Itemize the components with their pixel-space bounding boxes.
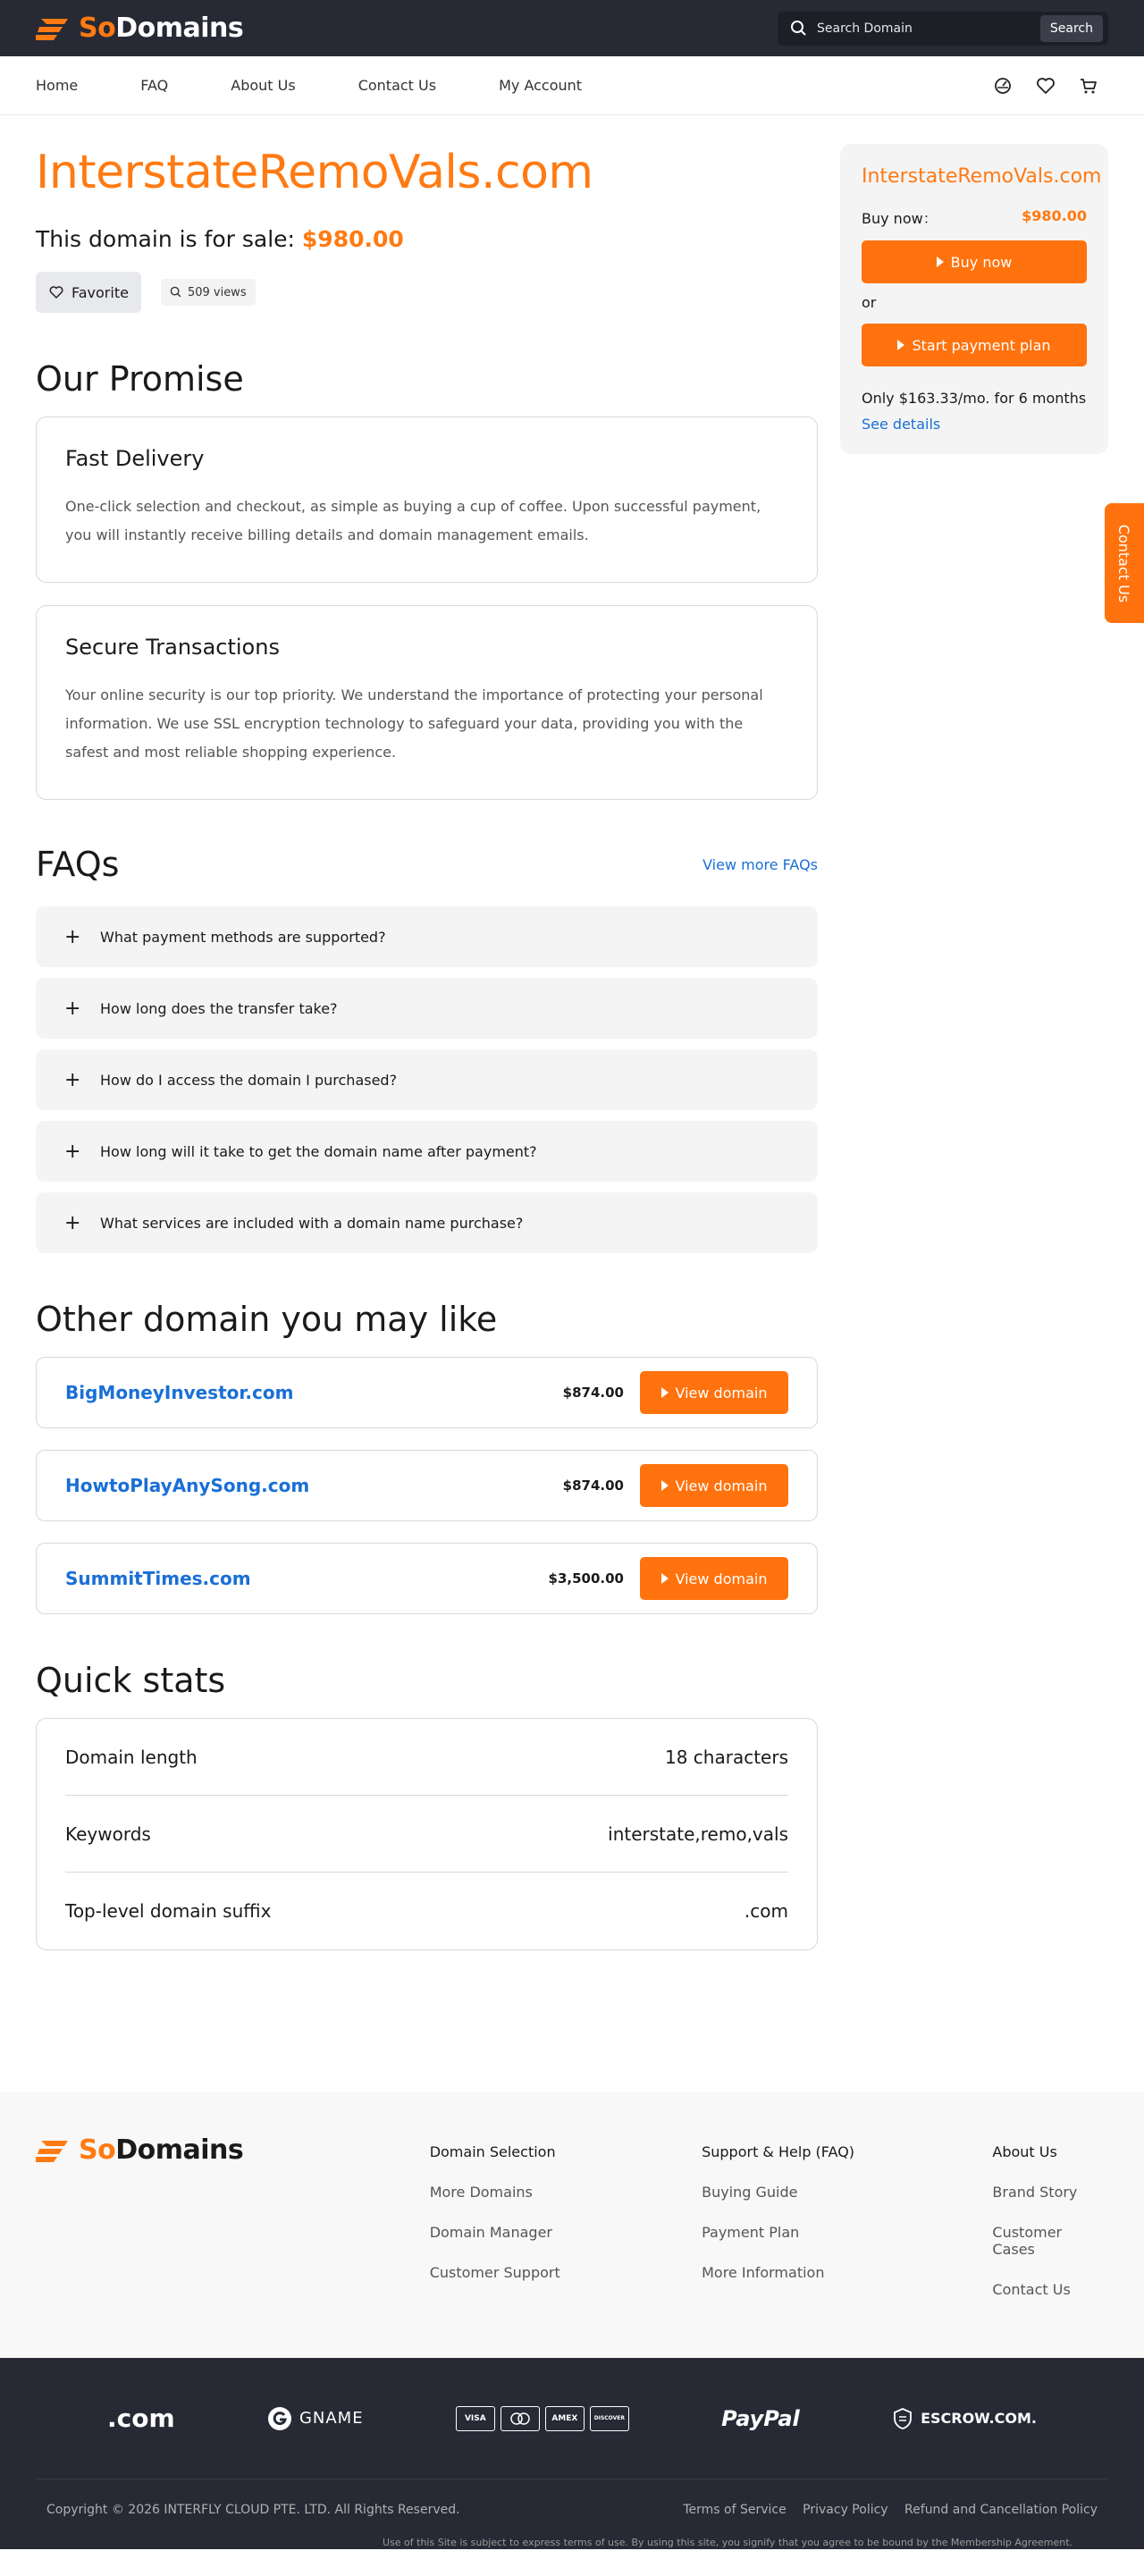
contact-us-tab[interactable] — [1105, 503, 1144, 623]
faq-item[interactable] — [36, 978, 818, 1039]
plus-icon: + — [64, 1068, 81, 1091]
main-content — [36, 115, 818, 1950]
escrow-text: ESCROW.COM. — [921, 2410, 1037, 2427]
cart-icon[interactable] — [1078, 75, 1099, 97]
logo-text — [79, 13, 243, 44]
monthly-price-text: Only $163.33/mo. for 6 months — [862, 390, 1087, 407]
plus-icon: + — [64, 1140, 81, 1163]
top-bar — [0, 0, 1144, 56]
play-icon — [661, 1387, 669, 1398]
logo-domains: Domains — [115, 13, 244, 44]
heart-icon — [48, 284, 64, 300]
plus-icon: + — [64, 997, 81, 1020]
faq-item[interactable] — [36, 906, 818, 967]
play-icon — [661, 1573, 669, 1584]
nav-home[interactable]: Home — [36, 77, 79, 94]
stat-row — [65, 1873, 788, 1949]
search-box — [778, 12, 1108, 46]
logo-domains: Domains — [115, 2134, 244, 2166]
other-domain-price: $874.00 — [562, 1477, 624, 1494]
sale-line — [36, 226, 818, 252]
nav-about-us[interactable]: About Us — [231, 77, 296, 94]
other-domains-title: Other domain you may like — [36, 1300, 498, 1339]
footer-logo-text — [79, 2134, 243, 2166]
footer-link[interactable]: Payment Plan — [702, 2224, 800, 2241]
faqs-title: FAQs — [36, 845, 120, 884]
view-domain-button[interactable] — [640, 1371, 788, 1414]
or-text: or — [862, 294, 877, 311]
footer-top — [0, 2092, 1144, 2358]
faq-question: How do I access the domain I purchased? — [100, 1071, 398, 1089]
privacy-policy-link[interactable]: Privacy Policy — [803, 2503, 888, 2517]
footer-bottom — [0, 2358, 1144, 2549]
visa-logo: VISA — [456, 2406, 495, 2431]
stat-label: Keywords — [65, 1823, 151, 1845]
view-domain-label: View domain — [675, 1477, 768, 1494]
main-nav — [0, 56, 1144, 115]
footer-link[interactable]: Customer Support — [429, 2264, 560, 2281]
nav-contact-us[interactable]: Contact Us — [358, 77, 437, 94]
play-icon — [661, 1480, 669, 1491]
view-domain-label: View domain — [675, 1570, 768, 1587]
other-domain-card — [36, 1543, 818, 1614]
faq-item[interactable] — [36, 1192, 818, 1253]
search-button[interactable]: Search — [1040, 15, 1103, 42]
discover-logo: DISCOVER — [590, 2406, 629, 2431]
faq-question: What payment methods are supported? — [100, 928, 386, 946]
stat-value: interstate,remo,vals — [608, 1823, 788, 1845]
shield-icon — [892, 2407, 913, 2430]
faq-item[interactable] — [36, 1049, 818, 1110]
search-icon — [170, 286, 182, 299]
plus-icon: + — [64, 1211, 81, 1234]
promise-card-title: Fast Delivery — [65, 446, 205, 471]
footer-link[interactable]: Buying Guide — [702, 2184, 798, 2201]
promise-card-text: One-click selection and checkout, as simple as buying a cup of coffee. Upon successful payment, you will instantly receive billing details and domain management emails. — [65, 498, 761, 543]
footer-link[interactable]: Customer Cases — [992, 2224, 1063, 2258]
stat-value: 18 characters — [665, 1746, 788, 1768]
other-domain-price: $874.00 — [562, 1385, 624, 1401]
mastercard-logo — [500, 2406, 540, 2431]
plus-icon: + — [64, 925, 81, 948]
faq-item[interactable] — [36, 1121, 818, 1182]
other-domain-link[interactable]: BigMoneyInvestor.com — [65, 1382, 294, 1403]
buy-now-label: Buy now： — [862, 210, 938, 227]
logo-mark-icon — [36, 2137, 72, 2164]
views-badge — [161, 279, 256, 306]
play-icon — [937, 257, 944, 267]
footer-col-support — [702, 2134, 992, 2358]
faq-question: What services are included with a domain name purchase? — [100, 1214, 524, 1232]
stat-row — [65, 1796, 788, 1873]
gname-logo — [267, 2406, 364, 2431]
dashboard-icon[interactable] — [992, 75, 1014, 97]
refund-policy-link[interactable]: Refund and Cancellation Policy — [904, 2503, 1098, 2517]
footer-link[interactable]: More Information — [702, 2264, 825, 2281]
heart-icon[interactable] — [1035, 75, 1056, 97]
footer-link[interactable]: Domain Manager — [429, 2224, 552, 2241]
see-details-link[interactable]: See details — [862, 416, 941, 433]
promise-card-fast-delivery — [36, 417, 818, 583]
contact-us-tab-label: Contact Us — [1115, 524, 1133, 602]
search-icon — [790, 20, 808, 38]
footer-col-title: About Us — [992, 2143, 1057, 2160]
paypal-logo: PayPal — [721, 2405, 800, 2431]
other-domain-card — [36, 1450, 818, 1521]
footer-link[interactable]: More Domains — [429, 2184, 533, 2201]
favorite-label: Favorite — [72, 283, 129, 301]
terms-notice: Use of this Site is subject to express terms of use. By using this site, you signify that you agree to be bound by the Membership Agreement. — [383, 2537, 1072, 2548]
promise-card-title: Secure Transactions — [65, 635, 280, 660]
faq-question: How long will it take to get the domain name after payment? — [100, 1142, 537, 1160]
footer-col-domain-selection — [430, 2134, 702, 2358]
view-domain-button[interactable] — [640, 1557, 788, 1600]
views-count: 509 views — [187, 285, 247, 299]
play-icon — [897, 340, 904, 350]
domain-title: InterstateRemoVals.com — [36, 146, 593, 199]
stat-label: Domain length — [65, 1746, 198, 1768]
footer-col-about-us — [992, 2134, 1108, 2358]
stat-label: Top-level domain suffix — [65, 1900, 272, 1922]
nav-my-account[interactable]: My Account — [499, 77, 583, 94]
amex-logo: AMEX — [545, 2406, 585, 2431]
view-more-faqs-link[interactable]: View more FAQs — [702, 855, 818, 873]
quick-stats-card — [36, 1718, 818, 1950]
view-domain-label: View domain — [675, 1384, 768, 1402]
logo-mark-icon — [36, 15, 72, 42]
escrow-logo — [892, 2407, 1037, 2430]
footer-link[interactable]: Brand Story — [992, 2184, 1078, 2201]
logo-so: So — [79, 13, 116, 44]
buy-now-button-label: Buy now — [950, 253, 1013, 271]
sale-price: $980.00 — [301, 226, 404, 252]
logo-so: So — [79, 2134, 116, 2166]
footer-col-title: Support & Help (FAQ) — [702, 2143, 855, 2160]
other-domain-price: $3,500.00 — [548, 1570, 624, 1587]
view-domain-button[interactable] — [640, 1464, 788, 1507]
terms-of-service-link[interactable]: Terms of Service — [683, 2503, 786, 2517]
start-payment-plan-button[interactable] — [862, 324, 1087, 366]
other-domain-link[interactable]: HowtoPlayAnySong.com — [65, 1475, 310, 1496]
sidebar-price: $980.00 — [1022, 207, 1087, 224]
dotcom-logo: .com — [107, 2403, 175, 2433]
favorite-button[interactable] — [36, 272, 141, 313]
buy-now-button[interactable] — [862, 240, 1087, 283]
sale-text: This domain is for sale: — [36, 226, 295, 252]
logo[interactable] — [36, 13, 243, 44]
gname-text: GNAME — [299, 2409, 364, 2428]
gname-icon — [267, 2406, 292, 2431]
footer-col-title: Domain Selection — [429, 2143, 556, 2160]
quick-stats-title: Quick stats — [36, 1661, 226, 1700]
sidebar — [840, 115, 1108, 1950]
footer-link[interactable]: Contact Us — [992, 2281, 1071, 2298]
other-domain-link[interactable]: SummitTimes.com — [65, 1568, 251, 1589]
search-input[interactable] — [817, 21, 1040, 36]
stat-row — [65, 1719, 788, 1796]
other-domain-card — [36, 1357, 818, 1428]
card-logos — [456, 2406, 629, 2431]
promise-card-text: Your online security is our top priority. We understand the importance of protecting your personal information. We use SSL encryption technology to safeguard your data, providing you with the safest and most reliable shopping experience. — [65, 686, 763, 761]
footer-logo[interactable] — [36, 2134, 430, 2358]
stat-value: .com — [744, 1900, 788, 1922]
promise-title: Our Promise — [36, 359, 244, 399]
payment-logos — [36, 2358, 1108, 2479]
sidebar-domain: InterstateRemoVals.com — [862, 165, 1102, 188]
nav-faq[interactable]: FAQ — [140, 77, 169, 94]
promise-card-secure-transactions — [36, 605, 818, 800]
copyright-text: Copyright © 2026 INTERFLY CLOUD PTE. LTD. All Rights Reserved. — [46, 2503, 460, 2517]
start-payment-plan-label: Start payment plan — [912, 336, 1051, 354]
purchase-card — [840, 144, 1108, 454]
faq-question: How long does the transfer take? — [100, 999, 338, 1017]
